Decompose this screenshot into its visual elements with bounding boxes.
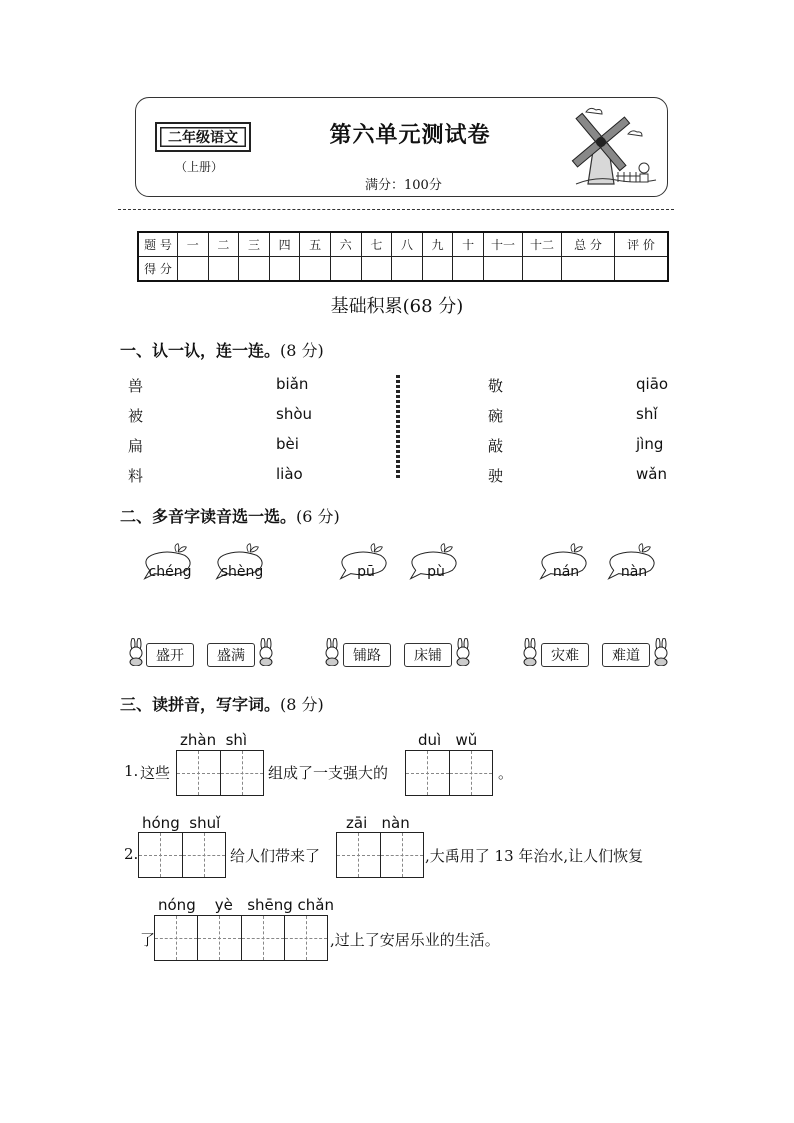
pinyin-nongye-shengchan: nóng yè shēng chǎn — [158, 896, 334, 914]
q1-left-pinyin[interactable]: biǎn — [276, 375, 309, 393]
bubble-pinyin[interactable]: shèng — [220, 564, 264, 580]
q3-s2-text-a: 给人们带来了 — [230, 847, 321, 865]
score-col: 四 — [269, 232, 300, 257]
score-row-label: 得 分 — [138, 257, 178, 282]
q1-points: (8 分) — [280, 341, 324, 360]
q1-right-pinyin[interactable]: wǎn — [636, 465, 667, 483]
windmill-icon — [566, 104, 662, 190]
q1-divider — [396, 375, 400, 479]
q3-s1-text-a: 这些 — [140, 764, 171, 782]
word-option[interactable]: 灾难 — [541, 643, 589, 667]
word-option[interactable]: 难道 — [602, 643, 650, 667]
q1-right-pinyin[interactable]: jìng — [636, 435, 664, 453]
writing-grid-zainan[interactable] — [336, 832, 424, 878]
score-cell[interactable] — [208, 257, 239, 282]
score-col: 总 分 — [562, 232, 615, 257]
q3-s2-text-d: ,过上了安居乐业的生活。 — [330, 931, 500, 949]
q1-left-pinyin[interactable]: bèi — [276, 435, 299, 453]
score-col: 一 — [178, 232, 209, 257]
writing-grid-duiwu[interactable] — [405, 750, 493, 796]
q1-right-pinyin[interactable]: qiāo — [636, 375, 669, 393]
score-col: 评 价 — [615, 232, 669, 257]
score-col: 九 — [422, 232, 453, 257]
q1-right-char[interactable]: 碗 — [488, 407, 504, 425]
score-col: 三 — [239, 232, 270, 257]
rabbit-icon — [322, 638, 342, 666]
q3-title-text: 三、读拼音，写字词。 — [120, 695, 281, 714]
q1-left-char[interactable]: 料 — [128, 467, 144, 485]
q1-left-char[interactable]: 兽 — [128, 377, 144, 395]
divider-line — [118, 209, 674, 210]
rabbit-icon — [453, 638, 473, 666]
score-col: 十一 — [484, 232, 523, 257]
word-option[interactable]: 铺路 — [343, 643, 391, 667]
score-cell[interactable] — [615, 257, 669, 282]
score-cell[interactable] — [361, 257, 392, 282]
q1-right-pinyin[interactable]: shǐ — [636, 405, 658, 423]
q3-s1-text-b: 组成了一支强大的 — [268, 764, 389, 782]
q1-title — [120, 338, 324, 361]
score-col: 六 — [330, 232, 361, 257]
writing-grid-nongye-shengchan[interactable] — [154, 915, 328, 961]
q1-left-char[interactable]: 扁 — [128, 437, 144, 455]
score-cell[interactable] — [239, 257, 270, 282]
score-col: 二 — [208, 232, 239, 257]
score-cell[interactable] — [562, 257, 615, 282]
score-col: 十二 — [523, 232, 562, 257]
score-col: 十 — [453, 232, 484, 257]
score-cell[interactable] — [330, 257, 361, 282]
q3-title — [120, 692, 324, 715]
bubble-pinyin[interactable]: nàn — [620, 564, 648, 580]
score-header-label: 题 号 — [138, 232, 178, 257]
score-cell[interactable] — [453, 257, 484, 282]
bubble-pinyin[interactable]: pū — [357, 564, 375, 580]
subject-badge: 二年级语文 — [155, 122, 251, 152]
page-title: 第六单元测试卷 — [329, 123, 491, 148]
score-cell[interactable] — [300, 257, 331, 282]
score-cell[interactable] — [484, 257, 523, 282]
bubble-pinyin[interactable]: nán — [552, 564, 580, 580]
writing-grid-zhanshi[interactable] — [176, 750, 264, 796]
pinyin-zhanshi: zhàn shì — [180, 731, 248, 749]
bubble-pinyin[interactable]: pù — [427, 564, 445, 580]
q1-left-pinyin[interactable]: liào — [276, 465, 303, 483]
word-option[interactable]: 盛满 — [207, 643, 255, 667]
q1-left-char[interactable]: 被 — [128, 407, 144, 425]
score-col: 七 — [361, 232, 392, 257]
word-option[interactable]: 盛开 — [146, 643, 194, 667]
pinyin-hongshui: hóng shuǐ — [142, 814, 221, 832]
full-score: 满分：100分 — [365, 178, 442, 193]
bubble-pinyin[interactable]: chéng — [148, 564, 192, 580]
word-option[interactable]: 床铺 — [404, 643, 452, 667]
rabbit-icon — [651, 638, 671, 666]
q3-points: (8 分) — [280, 695, 324, 714]
rabbit-icon — [126, 638, 146, 666]
q2-points: (6 分) — [296, 507, 340, 526]
q3-s1-end: 。 — [498, 764, 514, 782]
q3-s1-num: 1. — [124, 762, 139, 780]
volume-label: （上册） — [175, 160, 224, 174]
q1-title-text: 一、认一认，连一连。 — [120, 341, 281, 360]
part-title: 基础积累(68 分) — [330, 296, 464, 317]
rabbit-icon — [256, 638, 276, 666]
q1-right-char[interactable]: 敬 — [488, 377, 504, 395]
q3-s2-text-b: ,大禹用了 13 年治水,让人们恢复 — [425, 847, 644, 865]
pinyin-zainan: zāi nàn — [346, 814, 410, 832]
score-cell[interactable] — [523, 257, 562, 282]
q1-right-char[interactable]: 敲 — [488, 437, 504, 455]
q3-s2-num: 2. — [124, 845, 139, 863]
score-col: 五 — [300, 232, 331, 257]
score-cell[interactable] — [178, 257, 209, 282]
q1-left-pinyin[interactable]: shòu — [276, 405, 313, 423]
score-cell[interactable] — [392, 257, 423, 282]
score-col: 八 — [392, 232, 423, 257]
writing-grid-hongshui[interactable] — [138, 832, 226, 878]
score-table — [137, 231, 669, 282]
q2-title — [120, 504, 340, 527]
score-cell[interactable] — [269, 257, 300, 282]
q1-right-char[interactable]: 驶 — [488, 467, 504, 485]
q3-s2-text-c: 了 — [140, 931, 156, 949]
pinyin-duiwu: duì wǔ — [418, 731, 478, 749]
q2-title-text: 二、多音字读音选一选。 — [120, 507, 297, 526]
score-cell[interactable] — [422, 257, 453, 282]
rabbit-icon — [520, 638, 540, 666]
